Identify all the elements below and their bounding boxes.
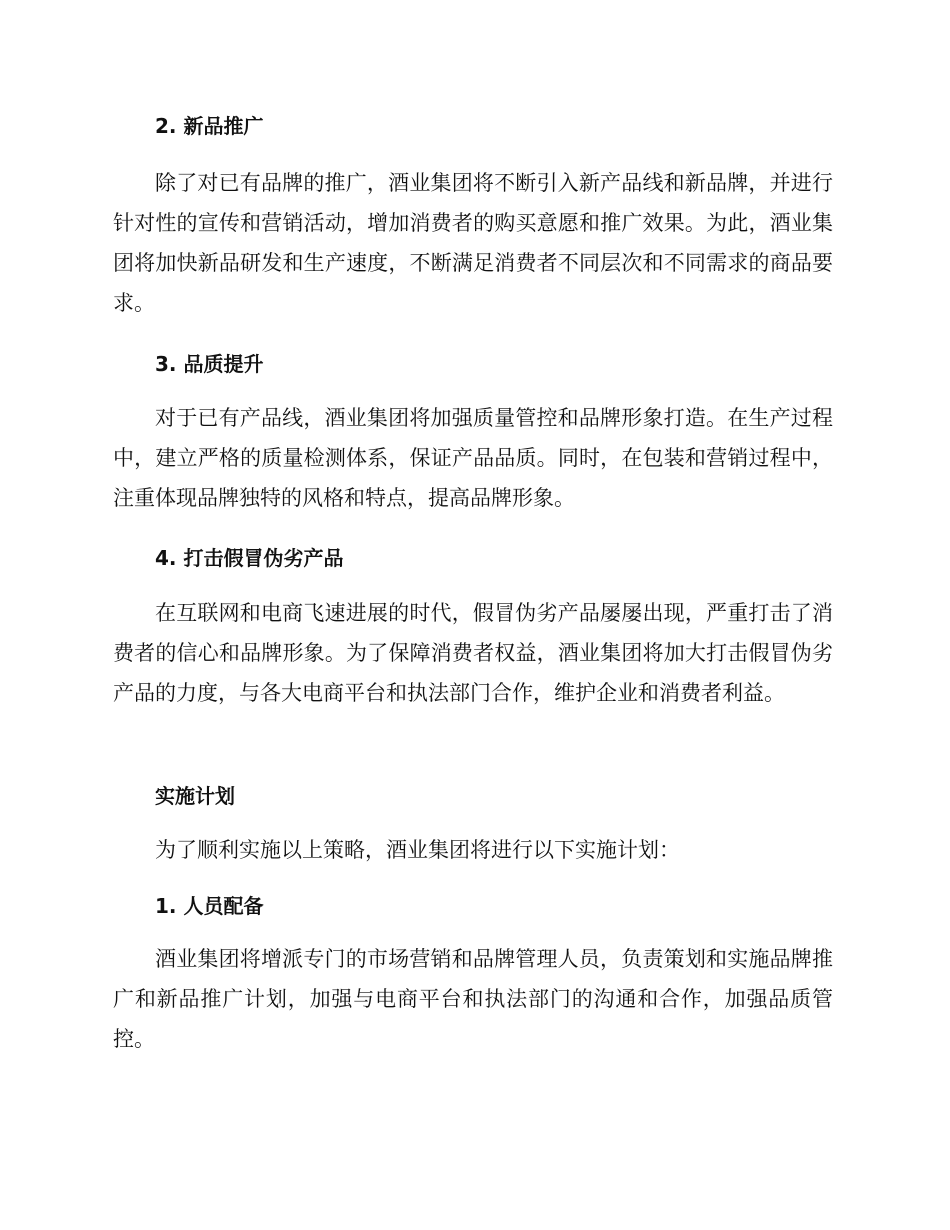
heading-counterfeit: 4. 打击假冒伪劣产品 bbox=[155, 546, 344, 570]
heading-implementation-plan: 实施计划 bbox=[155, 784, 235, 808]
heading-staffing: 1. 人员配备 bbox=[155, 894, 264, 918]
paragraph-new-product: 除了对已有品牌的推广，酒业集团将不断引入新产品线和新品牌，并进行针对性的宣传和营销活动，增加消费者的购买意愿和推广效果。为此，酒业集团将加快新品研发和生产速度，不断满足消费者不同层次和不同需求的商品要求。 bbox=[113, 171, 833, 315]
paragraph-plan-intro: 为了顺利实施以上策略，酒业集团将进行以下实施计划： bbox=[155, 838, 680, 862]
heading-new-product: 2. 新品推广 bbox=[155, 114, 264, 138]
paragraph-staffing: 酒业集团将增派专门的市场营销和品牌管理人员，负责策划和实施品牌推广和新品推广计划，加强与电商平台和执法部门的沟通和合作，加强品质管控。 bbox=[113, 947, 833, 1051]
paragraph-counterfeit: 在互联网和电商飞速进展的时代，假冒伪劣产品屡屡出现，严重打击了消费者的信心和品牌形象。为了保障消费者权益，酒业集团将加大打击假冒伪劣产品的力度，与各大电商平台和执法部门合作，维护企业和消费者利益。 bbox=[113, 601, 833, 705]
heading-quality: 3. 品质提升 bbox=[155, 352, 264, 376]
paragraph-quality: 对于已有产品线，酒业集团将加强质量管控和品牌形象打造。在生产过程中，建立严格的质量检测体系，保证产品品质。同时，在包装和营销过程中，注重体现品牌独特的风格和特点，提高品牌形象。 bbox=[113, 406, 833, 510]
